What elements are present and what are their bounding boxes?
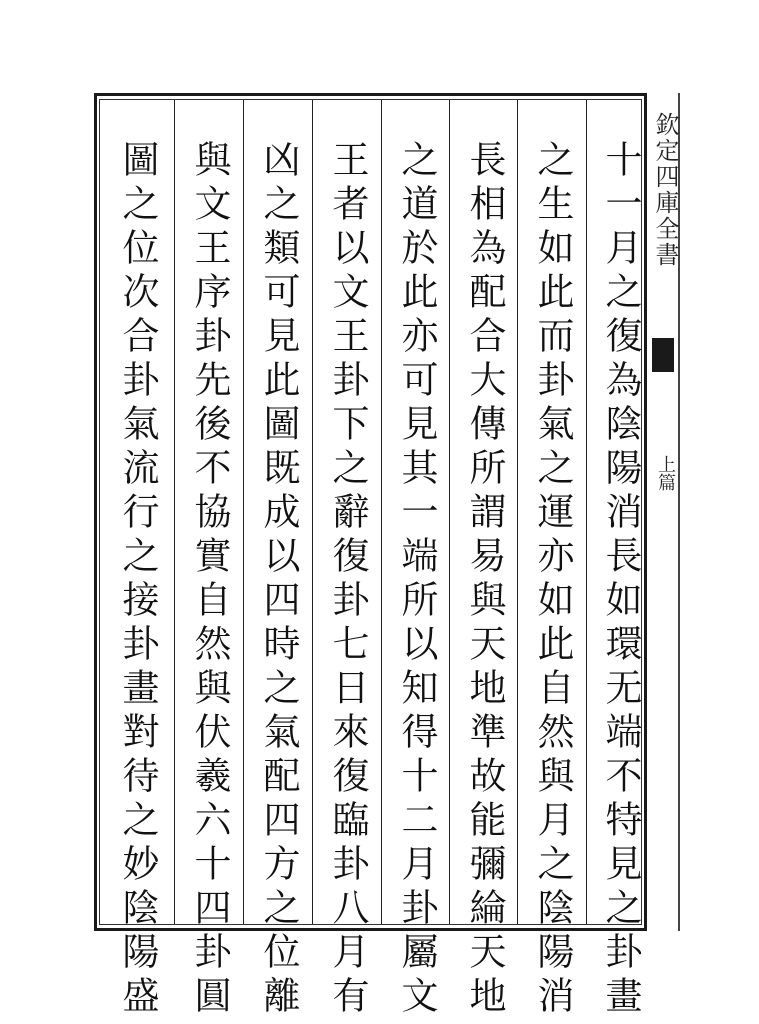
- book-title: 欽定四庫全書: [651, 112, 679, 268]
- column-divider: [381, 100, 382, 924]
- text-column-6: 凶之類可見此圖既成以四時之氣配四方之位離: [257, 140, 300, 1020]
- text-column-8: 圖之位次合卦氣流行之接卦畫對待之妙陰陽盛: [116, 140, 159, 1020]
- text-column-5: 王者以文王卦下之辭復卦七日來復臨卦八月有: [326, 140, 369, 1020]
- text-column-3: 長相為配合大傳所謂易與天地準故能彌綸天地: [463, 140, 506, 1020]
- column-divider: [312, 100, 313, 924]
- column-divider: [517, 100, 518, 924]
- text-column-1: 十一月之復為陰陽消長如環无端不特見之卦畫: [599, 140, 642, 1020]
- column-divider: [174, 100, 175, 924]
- column-divider: [449, 100, 450, 924]
- text-column-2: 之生如此而卦氣之運亦如此自然與月之陰陽消: [531, 140, 574, 1020]
- fishtail-mark: [652, 338, 674, 372]
- text-column-4: 之道於此亦可見其一端所以知得十二月卦屬文: [395, 140, 438, 1020]
- column-divider: [586, 100, 587, 924]
- text-column-7: 與文王序卦先後不協實自然與伏羲六十四卦圓: [188, 140, 231, 1020]
- section-label: 上篇: [655, 455, 676, 491]
- column-divider: [243, 100, 244, 924]
